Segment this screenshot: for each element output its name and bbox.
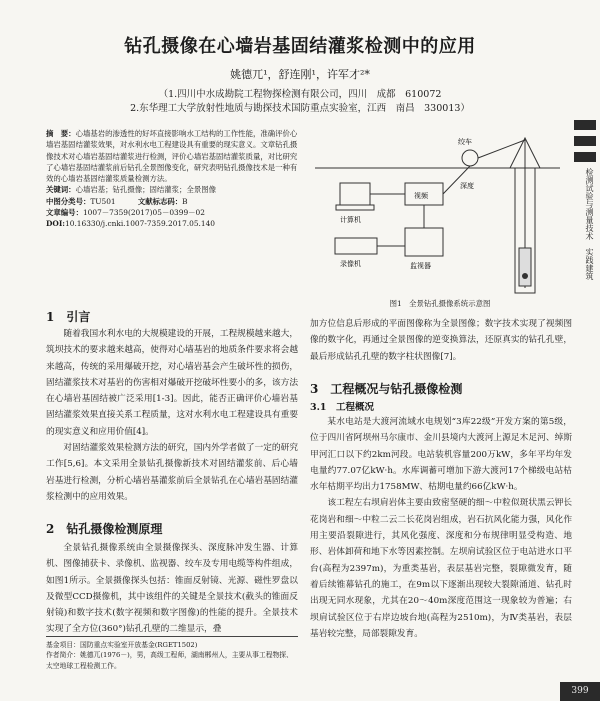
doi-label: DOI:: [46, 219, 66, 229]
probe: [519, 248, 531, 286]
sec1-para-2: 对固结灌浆效果检测方法的研究，国内外学者做了一定的研究工作[5,6]。本文采用全景钻孔摄像新技术对固结灌浆前、后心墙岩基进行检测，分析心墙岩基灌浆前后全景钻孔在心墙岩基固结灌浆检测中的应用效果。: [46, 443, 298, 502]
sec31-para-2: 该工程左右坝肩岩体主要由致密坚硬的细～中粒似斑状黑云钾长花岗岩和细～中粒二云二长花岗岩组成，岩石抗风化能力强，风化作用主要沿裂隙进行，其风化强度、深度和分布规律明显受构造、地形、岩体卸荷和地下水等因素控制。左坝肩试验区位于电站进水口平台(高程为2397m)，为重类基岩，表层基岩完整，裂隙微发育，随着后续锥幕钻孔的施工，在9m以下逐渐出现较大裂隙涌道、钻孔时出现无同水现象，尤其在20～40m深度范围这一现象较为普遍；右坝肩试验区位于右岸边坡台地(高程为2510m)，为Ⅳ类基岩，表层基岩较完整，局部裂隙发育。: [310, 498, 572, 639]
winch: [458, 137, 478, 166]
keywords-label: 关键词：: [46, 185, 76, 195]
doc-value: B: [182, 196, 188, 206]
abstract-text: 心墙基岩的渗透性的好坏直接影响水工结构的工作性能，准确评价心墙岩基固结灌浆效果，对水利水电工程建设具有重要的现实意义。文章钻孔摄像技术对心墙岩基固结灌浆进行检测，评价心墙岩基固结灌浆质量，对比研究了心墙岩基固结灌浆前后钻孔全景图像变化，研究表明钻孔摄像技术是一种有效的心墙岩基固结灌浆质量检测方法。: [46, 129, 298, 184]
sec2-heading: 2 钻孔摄像检测原理: [46, 522, 163, 536]
sidebar-bar-3: [574, 152, 596, 162]
borehole-system-diagram: [310, 128, 570, 298]
id-value: 1007－7359(2017)05－0399－02: [82, 208, 205, 218]
figure-1-caption: 图1 全景钻孔摄像系统示意图: [389, 299, 491, 308]
keywords: 心墙岩基；钻孔摄像；固结灌浆；全景图像: [75, 185, 217, 195]
sec2-para-1: 全景钻孔摄像系统由全景摄像探头、深度脉冲发生器、计算机、图像捕获卡、录像机、监视器、绞车及专用电缆等构件组成，如图1所示。全景摄像探头包括：锥面反射镜、光源、磁性罗盘以及微型CCD摄像机，其中该组件的关键是全景技术(截头的锥面反射镜)和数字技术(数字视频和数字图像)的性能的提升。全景技术实现了全方位(360°)钻孔孔壁的二维显示，叠: [46, 543, 298, 635]
fund-note: 基金项目：国防重点实验室开放基金(RGET1502): [46, 641, 198, 649]
recorder: [335, 238, 377, 268]
clc-label: 中图分类号：: [46, 196, 91, 206]
abstract-label: 摘 要：: [46, 129, 76, 138]
sec1-heading: 1 引言: [46, 310, 91, 324]
label-recorder: 录像机: [340, 260, 361, 268]
journal-sidebar: [574, 120, 596, 310]
label-depth: 深度: [460, 182, 474, 190]
right-col-cont: [310, 316, 572, 365]
sec3-heading: 3 工程概况与钻孔摄像检测: [310, 382, 463, 396]
paper-title: 钻孔摄像在心墙岩基固结灌浆检测中的应用: [124, 36, 476, 57]
authors: 姚德兀¹，舒连刚¹，许军才²*: [230, 68, 370, 81]
id-label: 文章编号：: [46, 208, 83, 218]
author-note: 作者简介：姚德兀(1976－)，男，高级工程师，湖南郴州人，主要从事工程物探、太空地球工程检测工作。: [46, 651, 293, 670]
label-monitor: 监视器: [410, 262, 431, 270]
page-number: 399: [560, 682, 600, 701]
affiliation-2: 2.东华理工大学放射性地质与勘探技术国防重点实验室，江西 南昌 330013）: [130, 103, 470, 114]
doi-value: 10.16330/j.cnki.1007-7359.2017.05.140: [65, 219, 216, 229]
label-winch: 绞车: [458, 138, 472, 146]
clc-value: TU501: [90, 196, 116, 206]
computer: [336, 183, 374, 224]
abstract-block: [46, 128, 298, 230]
affiliation-1: （1.四川中水成勘院工程物探检测有限公司，四川 成都 610072: [158, 89, 442, 100]
label-video: 视频: [414, 192, 428, 200]
figure-1: [310, 128, 570, 298]
sec1-para-1: 随着我国水利水电的大规模建设的开展，工程规模越来越大，筑坝技术的要求越来越高，使得对心墙基岩的地质条件要求将会越来越高，传统的采用爆破开挖，对心墙岩基会产生破坏性的损伤，固结灌浆技术对基岩的伤害相对爆破开挖破坏性要小的多，该方法在心墙岩基固结被广泛采用[1-3]。因此，能否正确评价心墙岩基固结灌浆效果直接关系工程质量，这对水利水电工程建设具有重要的现实意义和应用价值[4]。: [46, 329, 298, 437]
sec1-body: [46, 326, 298, 505]
video-unit: [405, 183, 443, 205]
sec31-body: [310, 414, 572, 642]
sec31-heading: 3.1 工程概况: [310, 402, 375, 413]
sec2-body: [46, 540, 298, 638]
sec31-para-1: 某水电站是大渡河流域水电规划“3库22级”开发方案的第5级，位于四川省阿坝州马尔康市、金川县境内大渡河上源足木足河、绰斯甲河汇口以下约2km河段。电站装机容量200万kW，多年平均年发电量约77.07亿kW·h。水库调蓄可增加下游大渡河17个梯级电站枯水年枯期平均出力1758MW、枯期电量约66亿kW·h。: [310, 417, 572, 493]
sidebar-bar-2: [574, 136, 596, 146]
label-computer: 计算机: [340, 216, 361, 224]
sidebar-text: 检测试验与测量技术 实践建筑: [585, 168, 594, 280]
monitor: [405, 228, 443, 270]
sec2-continuation: 加方位信息后形成的平面图像称为全景图像；数字技术实现了视频图像的数字化，再通过全景图像的逆变换算法，还原真实的钻孔孔壁，最后形成钻孔孔壁的数字柱状图像[7]。: [310, 319, 572, 362]
doc-label: 文献标志码：: [137, 196, 183, 206]
footnote: [46, 636, 298, 671]
sidebar-bar-1: [574, 120, 596, 130]
